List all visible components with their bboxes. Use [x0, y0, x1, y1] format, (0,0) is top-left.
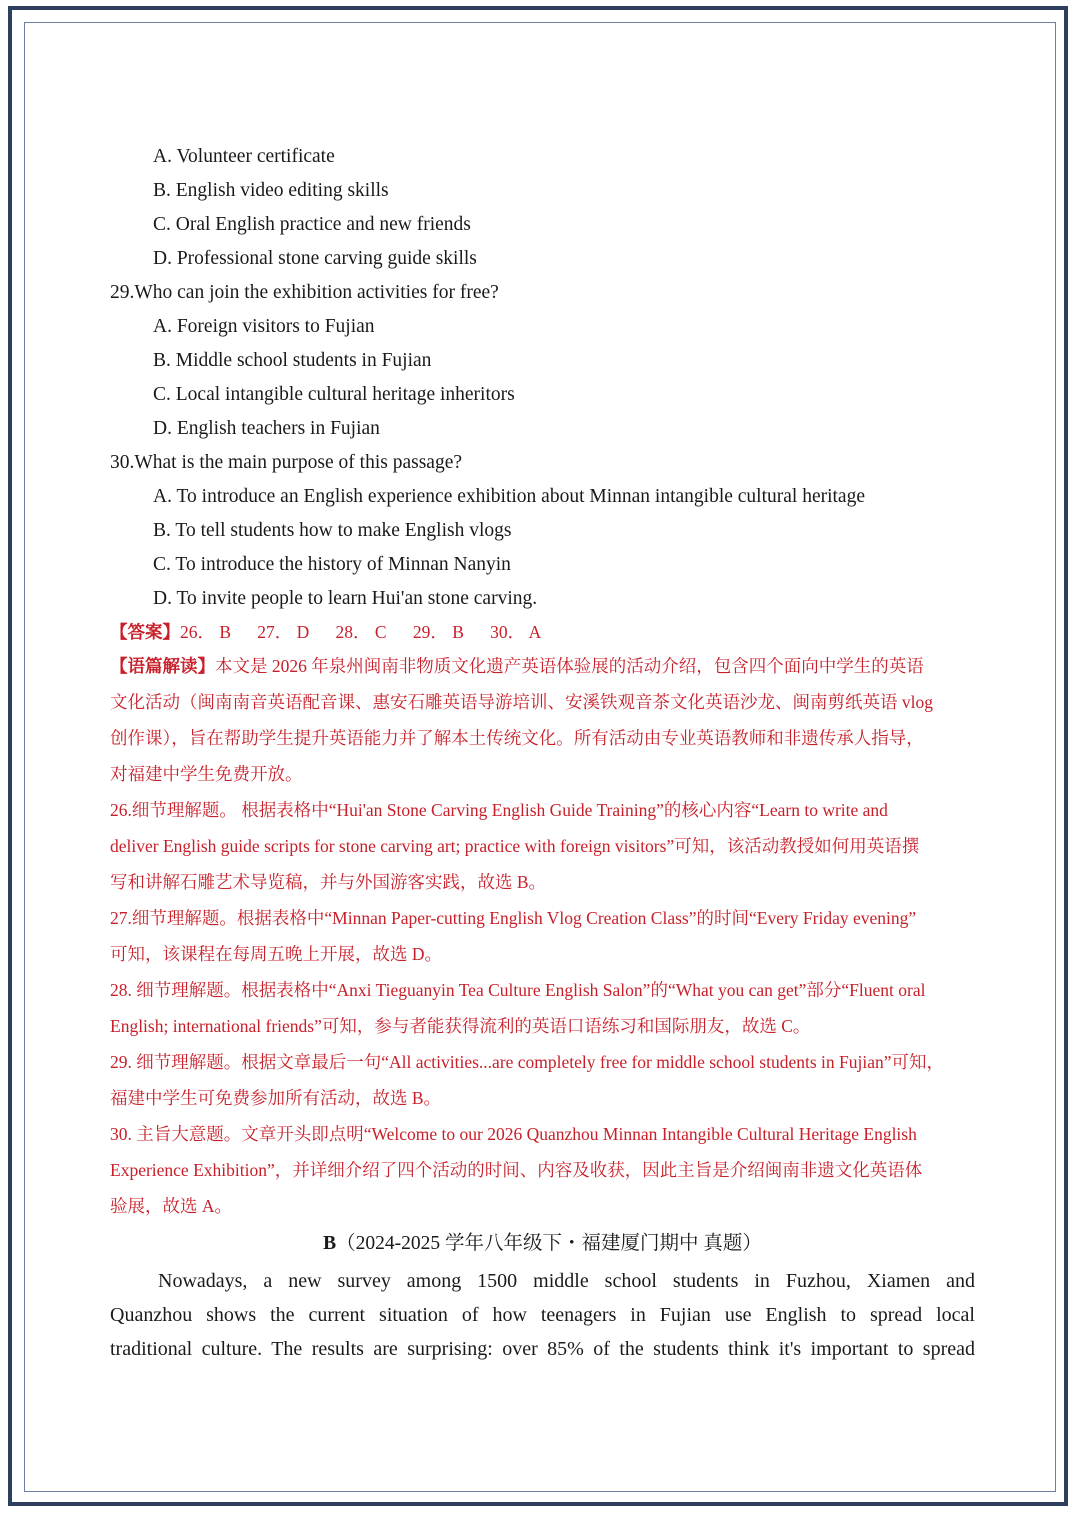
- q30-option-c: C. To introduce the history of Minnan Nanyin: [153, 554, 511, 575]
- explanation-28: [110, 972, 975, 1044]
- section-b-letter: B: [323, 1233, 337, 1254]
- explanation-26: [110, 792, 975, 900]
- explanation-line: 27.细节理解题。根据表格中“Minnan Paper-cutting English Vlog Creation Class”的时间“Every Friday evening”: [110, 908, 917, 928]
- explanation-line: 可知，该课程在每周五晚上开展，故选 D。: [110, 944, 443, 964]
- analysis-text: 本文是 2026 年泉州闽南非物质文化遗产英语体验展的活动介绍，包含四个面向中学生的英语: [215, 656, 924, 676]
- answer-text: 26． B 27． D 28． C 29． B 30． A: [180, 622, 542, 642]
- analysis-line-2: 文化活动（闽南南音英语配音课、惠安石雕英语导游培训、安溪铁观音茶文化英语沙龙、闽南剪纸英语 vlog: [110, 692, 933, 712]
- question-29: [110, 276, 975, 446]
- q30-option-d: D. To invite people to learn Hui'an stone carving.: [153, 588, 538, 609]
- passage-line: Nowadays, a new survey among 1500 middle school students in Fuzhou, Xiamen and: [158, 1270, 975, 1292]
- q28-option-c: C. Oral English practice and new friends: [153, 214, 471, 235]
- passage-line: Quanzhou shows the current situation of how teenagers in Fujian use English to spread local: [110, 1304, 975, 1326]
- explanation-30: [110, 1116, 975, 1224]
- q29-option-c: C. Local intangible cultural heritage inheritors: [153, 384, 515, 405]
- explanation-line: 30. 主旨大意题。文章开头即点明“Welcome to our 2026 Quanzhou Minnan Intangible Cultural Heritage English: [110, 1124, 917, 1144]
- answer-key: [110, 616, 975, 648]
- answer-label: 【答案】: [110, 622, 180, 642]
- q29-option-a: A. Foreign visitors to Fujian: [153, 316, 375, 337]
- q28-option-d: D. Professional stone carving guide skills: [153, 248, 477, 269]
- explanation-line: Experience Exhibition”，并详细介绍了四个活动的时间、内容及收获，因此主旨是介绍闽南非遗文化英语体: [110, 1160, 923, 1180]
- explanation-line: 福建中学生可免费参加所有活动，故选 B。: [110, 1088, 442, 1108]
- q28-option-a: A. Volunteer certificate: [153, 146, 335, 167]
- explanation-line: deliver English guide scripts for stone carving art; practice with foreign visitors”可知，该活动教授如何用英语撰: [110, 836, 920, 856]
- q29-stem: 29.Who can join the exhibition activities for free?: [110, 282, 499, 303]
- explanation-line: 26.细节理解题。 根据表格中“Hui'an Stone Carving English Guide Training”的核心内容“Learn to write and: [110, 800, 888, 820]
- analysis-line-4: 对福建中学生免费开放。: [110, 764, 303, 784]
- section-b-heading: [110, 1226, 975, 1262]
- section-b-source: （2024-2025 学年八年级下・福建厦门期中 真题）: [336, 1233, 762, 1254]
- explanation-line: 写和讲解石雕艺术导览稿，并与外国游客实践，故选 B。: [110, 872, 547, 892]
- q29-option-b: B. Middle school students in Fujian: [153, 350, 432, 371]
- explanation-29: [110, 1044, 975, 1116]
- explanation-line: 验展，故选 A。: [110, 1196, 233, 1216]
- q30-option-b: B. To tell students how to make English vlogs: [153, 520, 512, 541]
- page-content: [110, 140, 975, 1366]
- passage-analysis: [110, 648, 975, 792]
- passage-line: traditional culture. The results are surprising: over 85% of the students think it's important to spread: [110, 1338, 975, 1360]
- analysis-line-3: 创作课），旨在帮助学生提升英语能力并了解本土传统文化。所有活动由专业英语教师和非遗传承人指导，: [110, 728, 924, 748]
- analysis-line-1: [110, 648, 975, 684]
- analysis-label: 【语篇解读】: [110, 656, 215, 676]
- passage-b: [110, 1264, 975, 1366]
- explanation-27: [110, 900, 975, 972]
- q28-options: [110, 140, 975, 276]
- q30-option-a: A. To introduce an English experience exhibition about Minnan intangible cultural heritage: [153, 486, 865, 507]
- q28-option-b: B. English video editing skills: [153, 180, 389, 201]
- question-30: [110, 446, 975, 616]
- q29-option-d: D. English teachers in Fujian: [153, 418, 380, 439]
- q30-stem: 30.What is the main purpose of this passage?: [110, 452, 462, 473]
- explanation-line: 29. 细节理解题。根据文章最后一句“All activities...are completely free for middle school students in Fujian”可知，: [110, 1052, 945, 1072]
- explanation-line: 28. 细节理解题。根据表格中“Anxi Tieguanyin Tea Culture English Salon”的“What you can get”部分“Fluent oral: [110, 980, 926, 1000]
- explanation-line: English; international friends”可知，参与者能获得流利的英语口语练习和国际朋友，故选 C。: [110, 1016, 811, 1036]
